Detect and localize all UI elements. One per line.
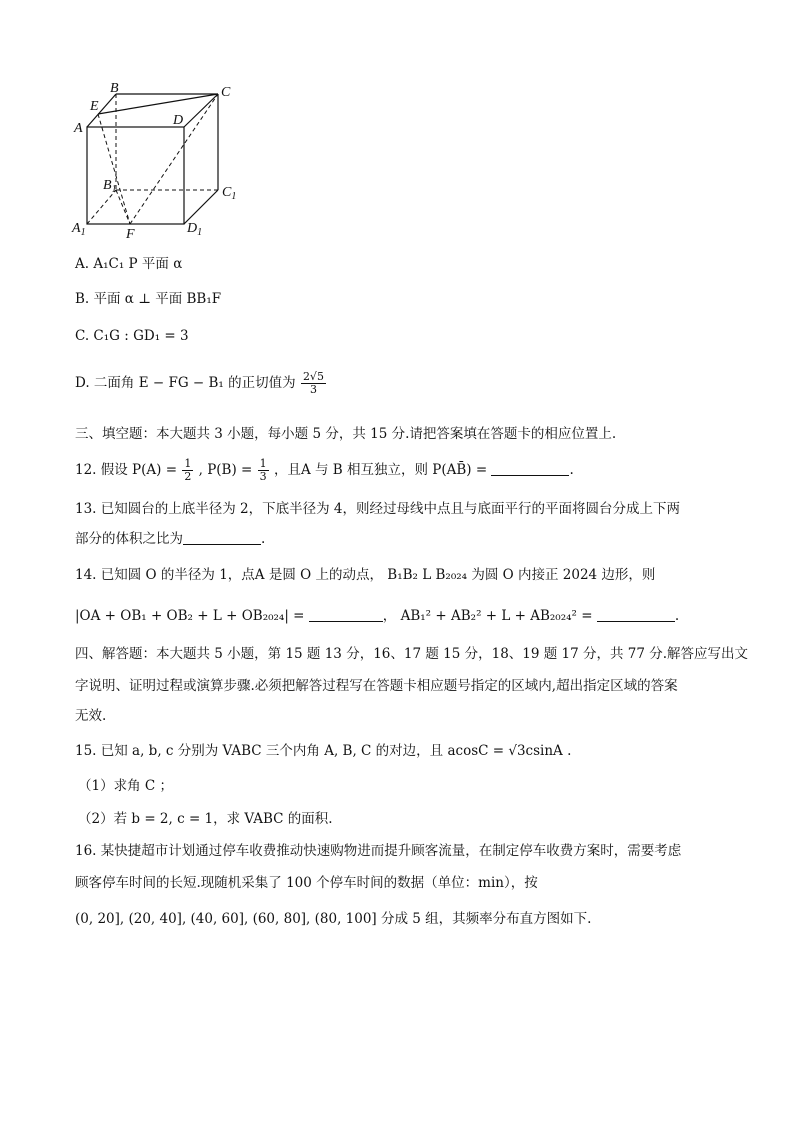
label-D: D bbox=[173, 113, 184, 128]
cube-figure bbox=[60, 80, 320, 240]
option-a: A. A₁C₁ P 平面 α bbox=[75, 256, 183, 272]
section-4-line-3: 无效. bbox=[75, 708, 107, 724]
label-F: F bbox=[126, 227, 135, 240]
label-E: E bbox=[90, 99, 99, 114]
q12-f1-den: 2 bbox=[184, 470, 192, 483]
q14-end: . bbox=[674, 608, 680, 624]
q14-answer-blank-1[interactable] bbox=[309, 607, 383, 622]
q14-line-2 bbox=[75, 607, 679, 625]
q12-suffix: ，且A 与 B 相互独立，则 P(AB̄) = bbox=[273, 462, 488, 478]
q16-line-3: (0, 20], (20, 40], (40, 60], (60, 80], (80, 100] 分成 5 组，其频率分布直方图如下. bbox=[75, 911, 592, 927]
q16-line-2: 顾客停车时间的长短.现随机采集了 100 个停车时间的数据（单位：min），按 bbox=[75, 875, 538, 891]
label-C1: $C_1$ bbox=[222, 185, 237, 202]
q15-part-2: （2）若 b = 2, c = 1，求 VABC 的面积. bbox=[78, 811, 333, 827]
q12-end: . bbox=[569, 462, 574, 478]
edge-A1B1 bbox=[87, 190, 116, 224]
section-4-line-2: 字说明、证明过程或演算步骤.必须把解答过程写在答题卡相应题号指定的区域内,超出指定区域的答案 bbox=[75, 678, 678, 694]
front-face bbox=[87, 127, 184, 224]
q13-line-2 bbox=[75, 530, 265, 548]
q14-separator: ， bbox=[382, 608, 397, 624]
option-b: B. 平面 α ⊥ 平面 BB₁F bbox=[75, 291, 222, 307]
q14-expression-2: AB₁² + AB₂² + L + AB₂₀₂₄² = bbox=[400, 608, 593, 624]
q14-line-1: 14. 已知圆 O 的半径为 1，点A 是圆 O 上的动点， B₁B₂ L B₂₀₂₄ 为圆 O 内接正 2024 边形，则 bbox=[75, 567, 656, 583]
label-D1: $D_1$ bbox=[187, 221, 203, 238]
q12-f1-num: 1 bbox=[184, 457, 192, 470]
q13-end: . bbox=[261, 531, 266, 547]
q14-expression-1: |OA + OB₁ + OB₂ + L + OB₂₀₂₄| = bbox=[75, 608, 305, 624]
option-d-fraction bbox=[301, 371, 326, 396]
q13-line-2-text: 部分的体积之比为 bbox=[75, 531, 183, 547]
label-B1: $B_1$ bbox=[103, 178, 117, 195]
q12-f2-num: 1 bbox=[259, 457, 267, 470]
label-B: B bbox=[110, 81, 119, 96]
q12-fraction-1 bbox=[182, 458, 193, 483]
option-c: C. C₁G : GD₁ = 3 bbox=[75, 328, 189, 344]
line-EF bbox=[98, 114, 130, 224]
label-A1: $A_1$ bbox=[72, 221, 86, 238]
section-4-line-1: 四、解答题：本大题共 5 小题，第 15 题 13 分，16、17 题 15 分，18、19 题 17 分，共 77 分.解答应写出文 bbox=[75, 646, 749, 662]
label-A: A bbox=[74, 121, 83, 136]
q13-answer-blank[interactable] bbox=[183, 530, 261, 545]
q12-mid: , P(B) = bbox=[198, 462, 253, 478]
option-d bbox=[75, 371, 327, 396]
q12-f2-den: 3 bbox=[259, 470, 267, 483]
line-B1F bbox=[116, 190, 130, 224]
q12-fraction-2 bbox=[258, 458, 269, 483]
q12-answer-blank[interactable] bbox=[491, 461, 569, 476]
label-C: C bbox=[221, 85, 231, 100]
edge-C1D1 bbox=[184, 190, 218, 224]
option-d-text: D. 二面角 E − FG − B₁ 的正切值为 bbox=[75, 375, 296, 391]
q15-part-1: （1）求角 C ； bbox=[78, 778, 174, 794]
section-3-heading: 三、填空题：本大题共 3 小题，每小题 5 分，共 15 分.请把答案填在答题卡的相应位置上. bbox=[75, 426, 617, 442]
option-d-denominator: 3 bbox=[309, 383, 317, 396]
q13-line-1: 13. 已知圆台的上底半径为 2，下底半径为 4，则经过母线中点且与底面平行的平面将圆台分成上下两 bbox=[75, 501, 681, 517]
q16-line-1: 16. 某快捷超市计划通过停车收费推动快速购物进而提升顾客流量，在制定停车收费方案时，需要考虑 bbox=[75, 843, 682, 859]
q14-answer-blank-2[interactable] bbox=[597, 607, 675, 622]
question-12 bbox=[75, 458, 574, 483]
q15-line-1: 15. 已知 a, b, c 分别为 VABC 三个内角 A, B, C 的对边，且 acosC = √3csinA . bbox=[75, 743, 572, 759]
q12-prefix: 12. 假设 P(A) = bbox=[75, 462, 178, 478]
option-d-numerator: 2√5 bbox=[302, 370, 324, 383]
